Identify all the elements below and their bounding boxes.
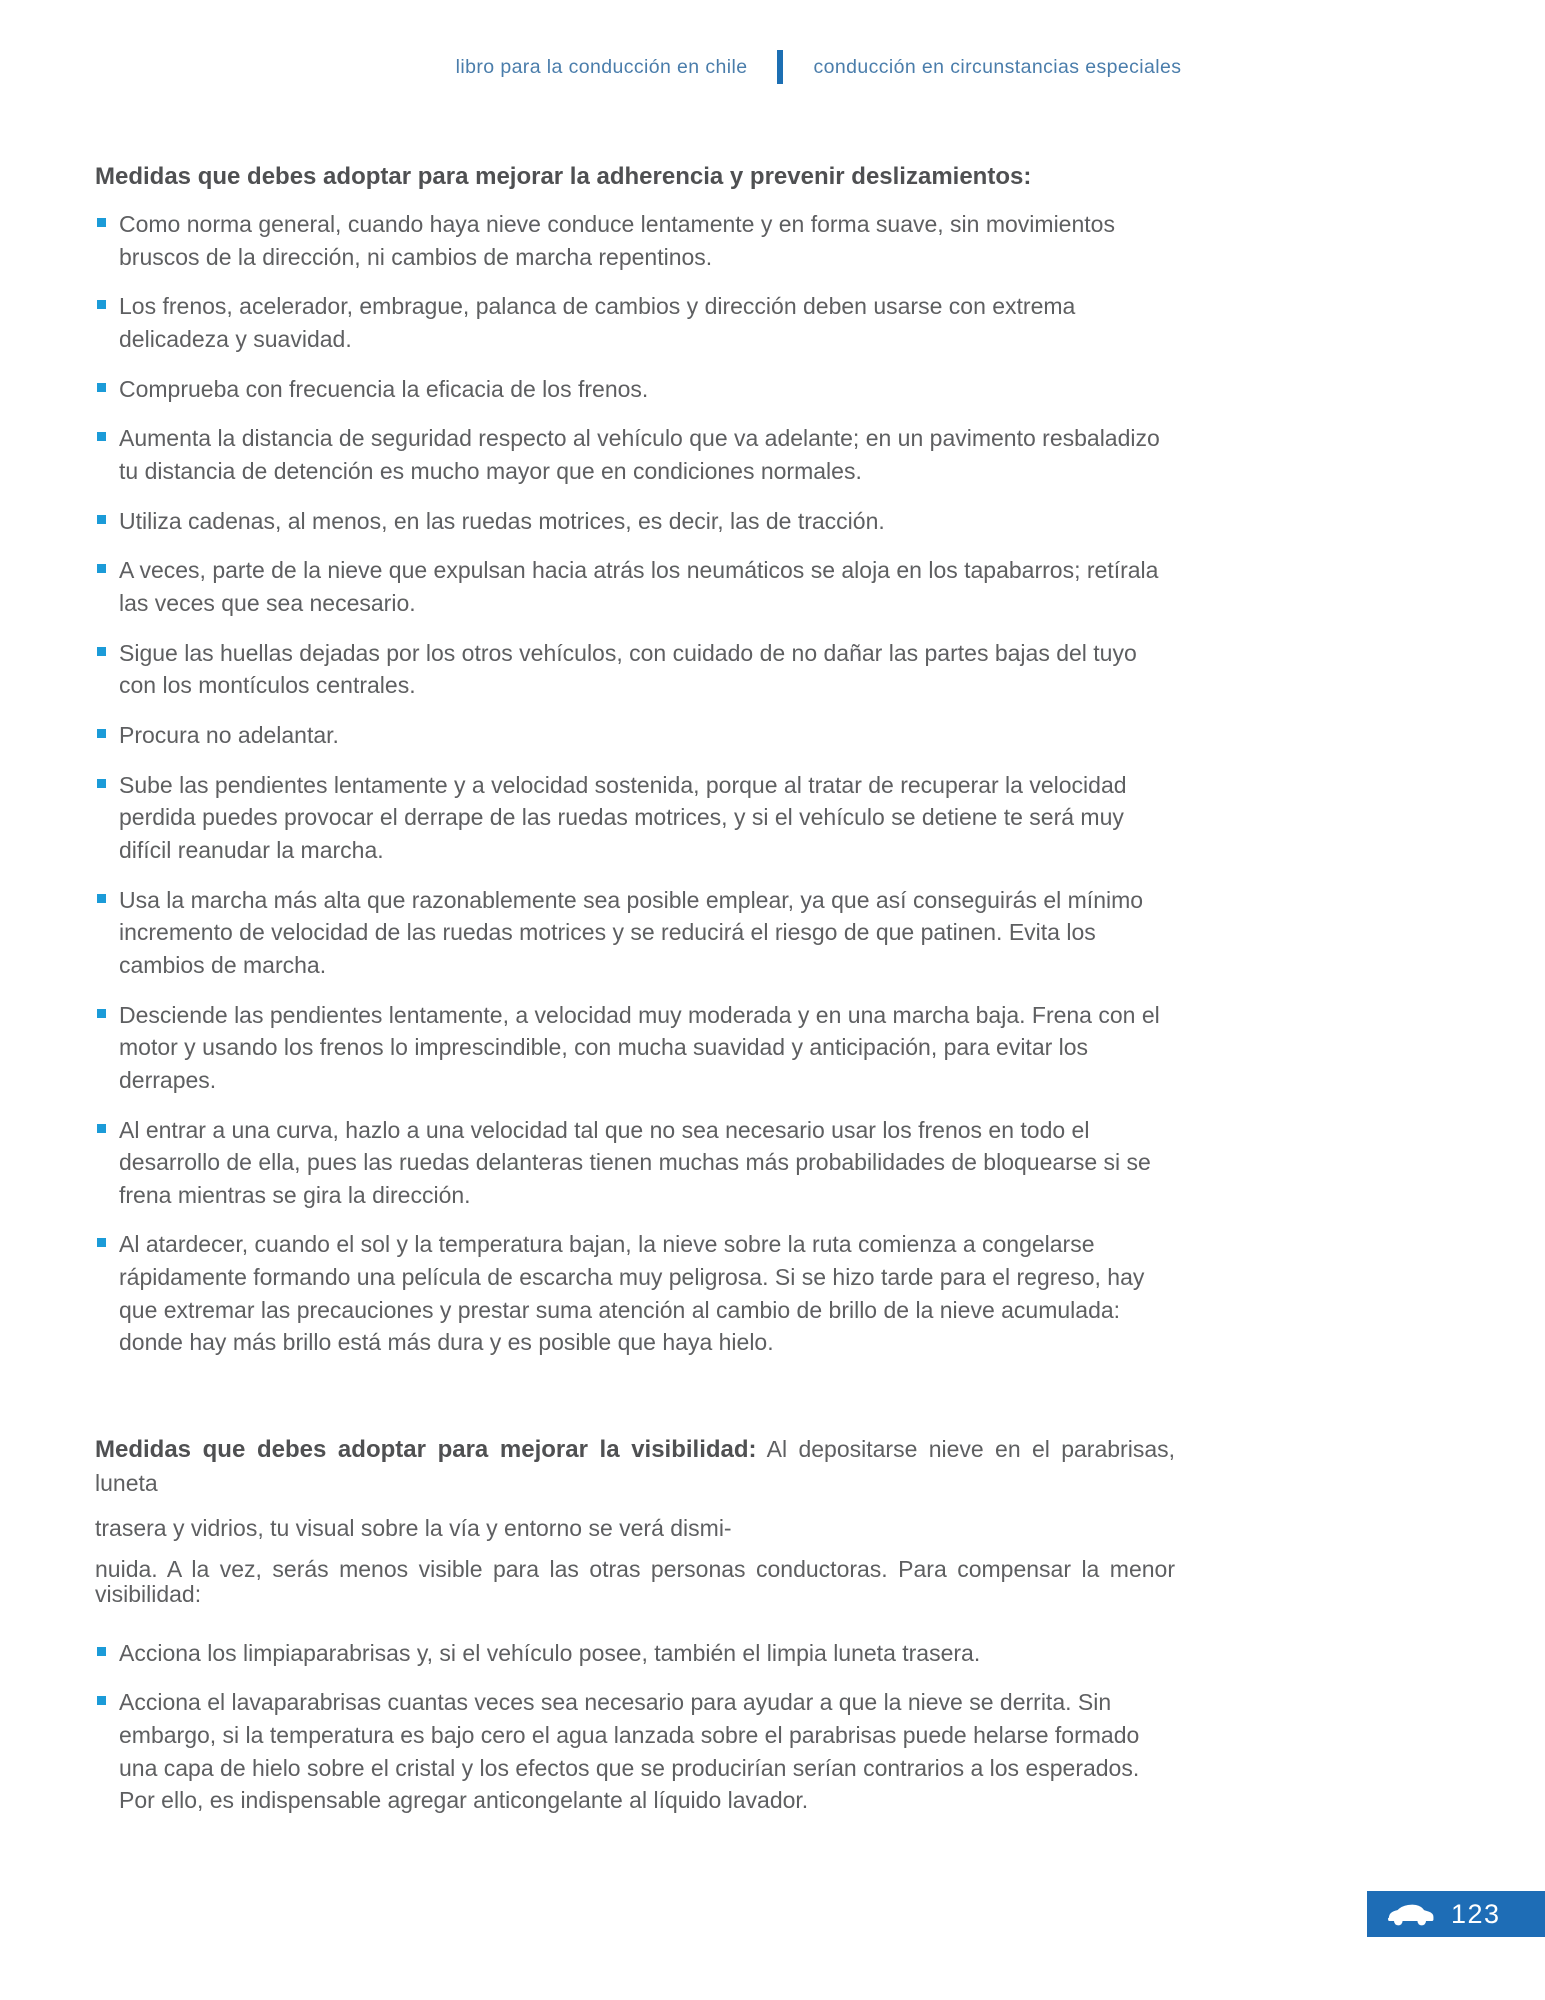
bullet-text: A veces, parte de la nieve que expulsan hacia atrás los neumáticos se aloja en los tapabarros; retírala las veces que sea necesario. (119, 557, 1159, 616)
section-heading-visibilidad: Medidas que debes adoptar para mejorar la visibilidad: (95, 1436, 757, 1464)
section-adherencia (95, 160, 1175, 1359)
bullet-square-icon (97, 432, 106, 441)
page-number: 123 (1451, 1898, 1501, 1929)
page-content (95, 160, 1175, 1834)
visibilidad-intro-line-2: trasera y vidrios, tu visual sobre la vía y entorno se verá dismi- (95, 1514, 732, 1541)
running-header-chapter-title: conducción en circunstancias especiales (813, 55, 1182, 78)
running-header-book-title: libro para la conducción en chile (455, 55, 748, 78)
list-item (95, 719, 1175, 752)
list-item (95, 373, 1175, 406)
list-item (95, 637, 1175, 702)
bullet-text: Desciende las pendientes lentamente, a velocidad muy moderada y en una marcha baja. Frena con el motor y usando los frenos lo imprescindible, con mucha suavidad y anticipación, para evitar los derrapes. (119, 1001, 1160, 1093)
adherencia-bullet-list (95, 208, 1175, 1359)
list-item (95, 505, 1175, 538)
list-item (95, 208, 1175, 273)
bullet-text: Al atardecer, cuando el sol y la temperatura bajan, la nieve sobre la ruta comienza a congelarse rápidamente formando una película de escarcha muy peligrosa. Si se hizo tarde para el regreso, hay que extremar las precauciones y prestar suma atención al cambio de brillo de la nieve acumulada: donde hay más brillo está más dura y es posible que haya hielo. (119, 1231, 1145, 1356)
visibilidad-intro-line-1 (95, 1433, 1175, 1500)
bullet-square-icon (97, 300, 106, 309)
page-number-badge (1367, 1891, 1545, 1937)
visibilidad-intro-line-3: nuida. A la vez, serás menos visible para las otras personas conductoras. Para compensar la menor (95, 1555, 1175, 1582)
list-item (95, 1637, 1175, 1670)
list-item (95, 884, 1175, 982)
list-item (95, 290, 1175, 355)
bullet-text: Usa la marcha más alta que razonablemente sea posible emplear, ya que así conseguirás el mínimo incremento de velocidad de las ruedas motrices y se reducirá el riesgo de que patinen. Evita los cambios de marcha. (119, 886, 1144, 978)
bullet-text: Aumenta la distancia de seguridad respecto al vehículo que va adelante; en un pavimento resbaladizo tu distancia de detención es mucho mayor que en condiciones normales. (119, 425, 1160, 485)
visibilidad-intro-text-1: Al depositarse nieve en el parabrisas, luneta (95, 1436, 1176, 1497)
bullet-square-icon (97, 1124, 106, 1133)
bullet-square-icon (97, 1696, 106, 1705)
car-icon (1385, 1901, 1435, 1927)
bullet-text: Acciona los limpiaparabrisas y, si el vehículo posee, también el limpia luneta trasera. (119, 1639, 981, 1666)
running-header (46, 50, 1545, 84)
bullet-square-icon (97, 515, 106, 524)
list-item (95, 1114, 1175, 1212)
bullet-text: Comprueba con frecuencia la eficacia de los frenos. (119, 375, 649, 402)
bullet-square-icon (97, 218, 106, 227)
list-item (95, 999, 1175, 1097)
bullet-text: Como norma general, cuando haya nieve conduce lentamente y en forma suave, sin movimientos bruscos de la dirección, ni cambios de marcha repentinos. (119, 211, 1115, 270)
list-item (95, 554, 1175, 619)
bullet-square-icon (97, 894, 106, 903)
list-item (95, 1686, 1175, 1817)
bullet-text: Procura no adelantar. (119, 721, 339, 748)
bullet-text: Sube las pendientes lentamente y a velocidad sostenida, porque al tratar de recuperar la velocidad perdida puedes provocar el derrape de las ruedas motrices, y si el vehículo se detiene te será muy difícil reanudar la marcha. (119, 771, 1127, 863)
bullet-square-icon (97, 1009, 106, 1018)
bullet-square-icon (97, 647, 106, 656)
bullet-square-icon (97, 564, 106, 573)
header-separator-bar (777, 50, 783, 84)
bullet-text: Sigue las huellas dejadas por los otros vehículos, con cuidado de no dañar las partes bajas del tuyo con los montículos centrales. (119, 639, 1137, 699)
bullet-square-icon (97, 729, 106, 738)
visibilidad-intro-line-4: visibilidad: (95, 1581, 202, 1608)
section-heading-adherencia: Medidas que debes adoptar para mejorar la adherencia y prevenir deslizamientos: (95, 163, 1032, 190)
bullet-text: Los frenos, acelerador, embrague, palanca de cambios y dirección deben usarse con extrema delicadeza y suavidad. (119, 293, 1076, 353)
list-item (95, 769, 1175, 867)
bullet-square-icon (97, 1647, 106, 1656)
bullet-square-icon (97, 779, 106, 788)
bullet-text: Utiliza cadenas, al menos, en las ruedas motrices, es decir, las de tracción. (119, 507, 885, 534)
list-item (95, 422, 1175, 487)
bullet-text: Al entrar a una curva, hazlo a una velocidad tal que no sea necesario usar los frenos en todo el desarrollo de ella, pues las ruedas delanteras tienen muchas más probabilidades de bloquearse si se frena mientras se gira la dirección. (119, 1116, 1151, 1208)
bullet-square-icon (97, 383, 106, 392)
list-item (95, 1228, 1175, 1359)
section-visibilidad (95, 1433, 1175, 1817)
bullet-text: Acciona el lavaparabrisas cuantas veces sea necesario para ayudar a que la nieve se derrita. Sin embargo, si la temperatura es bajo cero el agua lanzada sobre el parabrisas puede helarse formado una capa de hielo sobre el cristal y los efectos que se producirían serían contrarios a los esperados. Por ello, es indispensable agregar anticongelante al líquido lavador. (119, 1689, 1140, 1814)
bullet-square-icon (97, 1238, 106, 1247)
visibilidad-bullet-list (95, 1637, 1175, 1817)
